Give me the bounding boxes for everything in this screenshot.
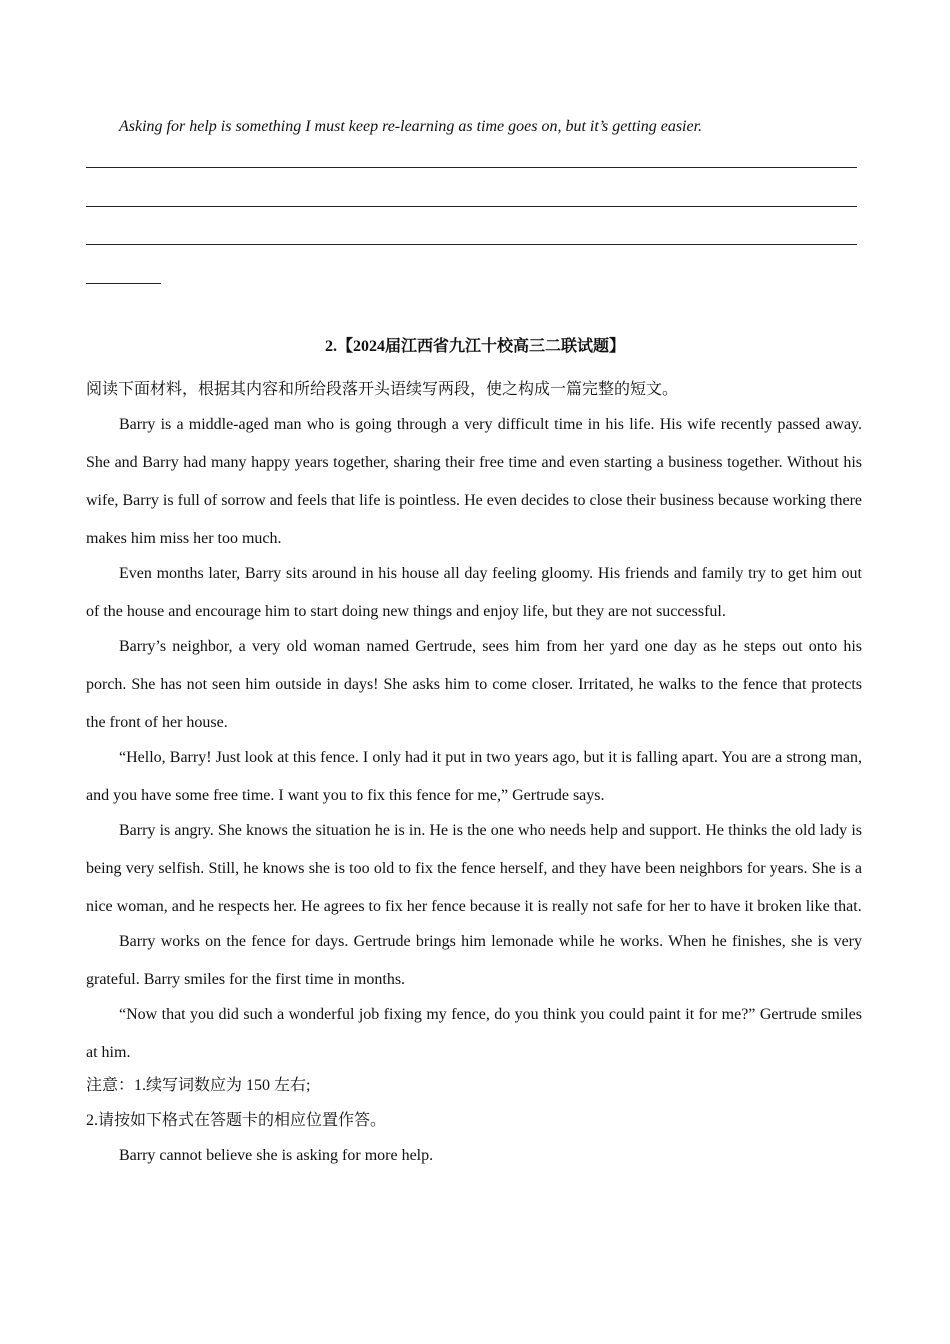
answer-line: [86, 244, 857, 245]
answer-line: [86, 283, 161, 284]
note-word-count: 注意：1.续写词数应为 150 左右;: [86, 1077, 311, 1094]
instruction-text: 阅读下面材料，根据其内容和所给段落开头语续写两段，使之构成一篇完整的短文。: [86, 381, 679, 398]
reading-material: [86, 379, 862, 1167]
story-paragraph: Barry is a middle-aged man who is going through a very difficult time in his life. His wife recently passed away. She and Barry had many happy years together, sharing their free time and even starting a business together. Without his wife, Barry is full of sorrow and feels that life is pointless. He even decides to close their business because working there makes him miss her too much.: [86, 416, 862, 547]
answer-line: [86, 167, 857, 168]
story-paragraph: Even months later, Barry sits around in his house all day feeling gloomy. His friends and family try to get him out of the house and encourage him to start doing new things and enjoy life, but they are not successful.: [86, 565, 862, 620]
answer-line: [86, 206, 857, 207]
continuation-start: Barry cannot believe she is asking for more help.: [119, 1147, 434, 1164]
section-title: 2.【2024届江西省九江十校高三二联试题】: [324, 338, 625, 355]
story-paragraph: Barry’s neighbor, a very old woman named Gertrude, sees him from her yard one day as he steps out onto his porch. She has not seen him outside in days! She asks him to come closer. Irritated, he walks to the fence that protects the front of her house.: [86, 638, 862, 731]
story-paragraph: “Hello, Barry! Just look at this fence. I only had it put in two years ago, but it is falling apart. You are a strong man, and you have some free time. I want you to fix this fence for me,” Gertrude says.: [86, 749, 862, 804]
story-paragraph: Barry is angry. She knows the situation he is in. He is the one who needs help and support. He thinks the old lady is being very selfish. Still, he knows she is too old to fix the fence herself, and they have been neighbors for years. She is a nice woman, and he respects her. He agrees to fix her fence because it is really not safe for her to have it broken like that.: [86, 822, 862, 915]
note-format: 2.请按如下格式在答题卡的相应位置作答。: [86, 1112, 387, 1129]
story-paragraph: Barry works on the fence for days. Gertrude brings him lemonade while he works. When he finishes, she is very grateful. Barry smiles for the first time in months.: [86, 933, 862, 988]
story-paragraph: “Now that you did such a wonderful job fixing my fence, do you think you could paint it for me?” Gertrude smiles at him.: [86, 1006, 862, 1061]
previous-continuation-prompt: Asking for help is something I must keep re-learning as time goes on, but it’s getting easier.: [119, 118, 703, 135]
